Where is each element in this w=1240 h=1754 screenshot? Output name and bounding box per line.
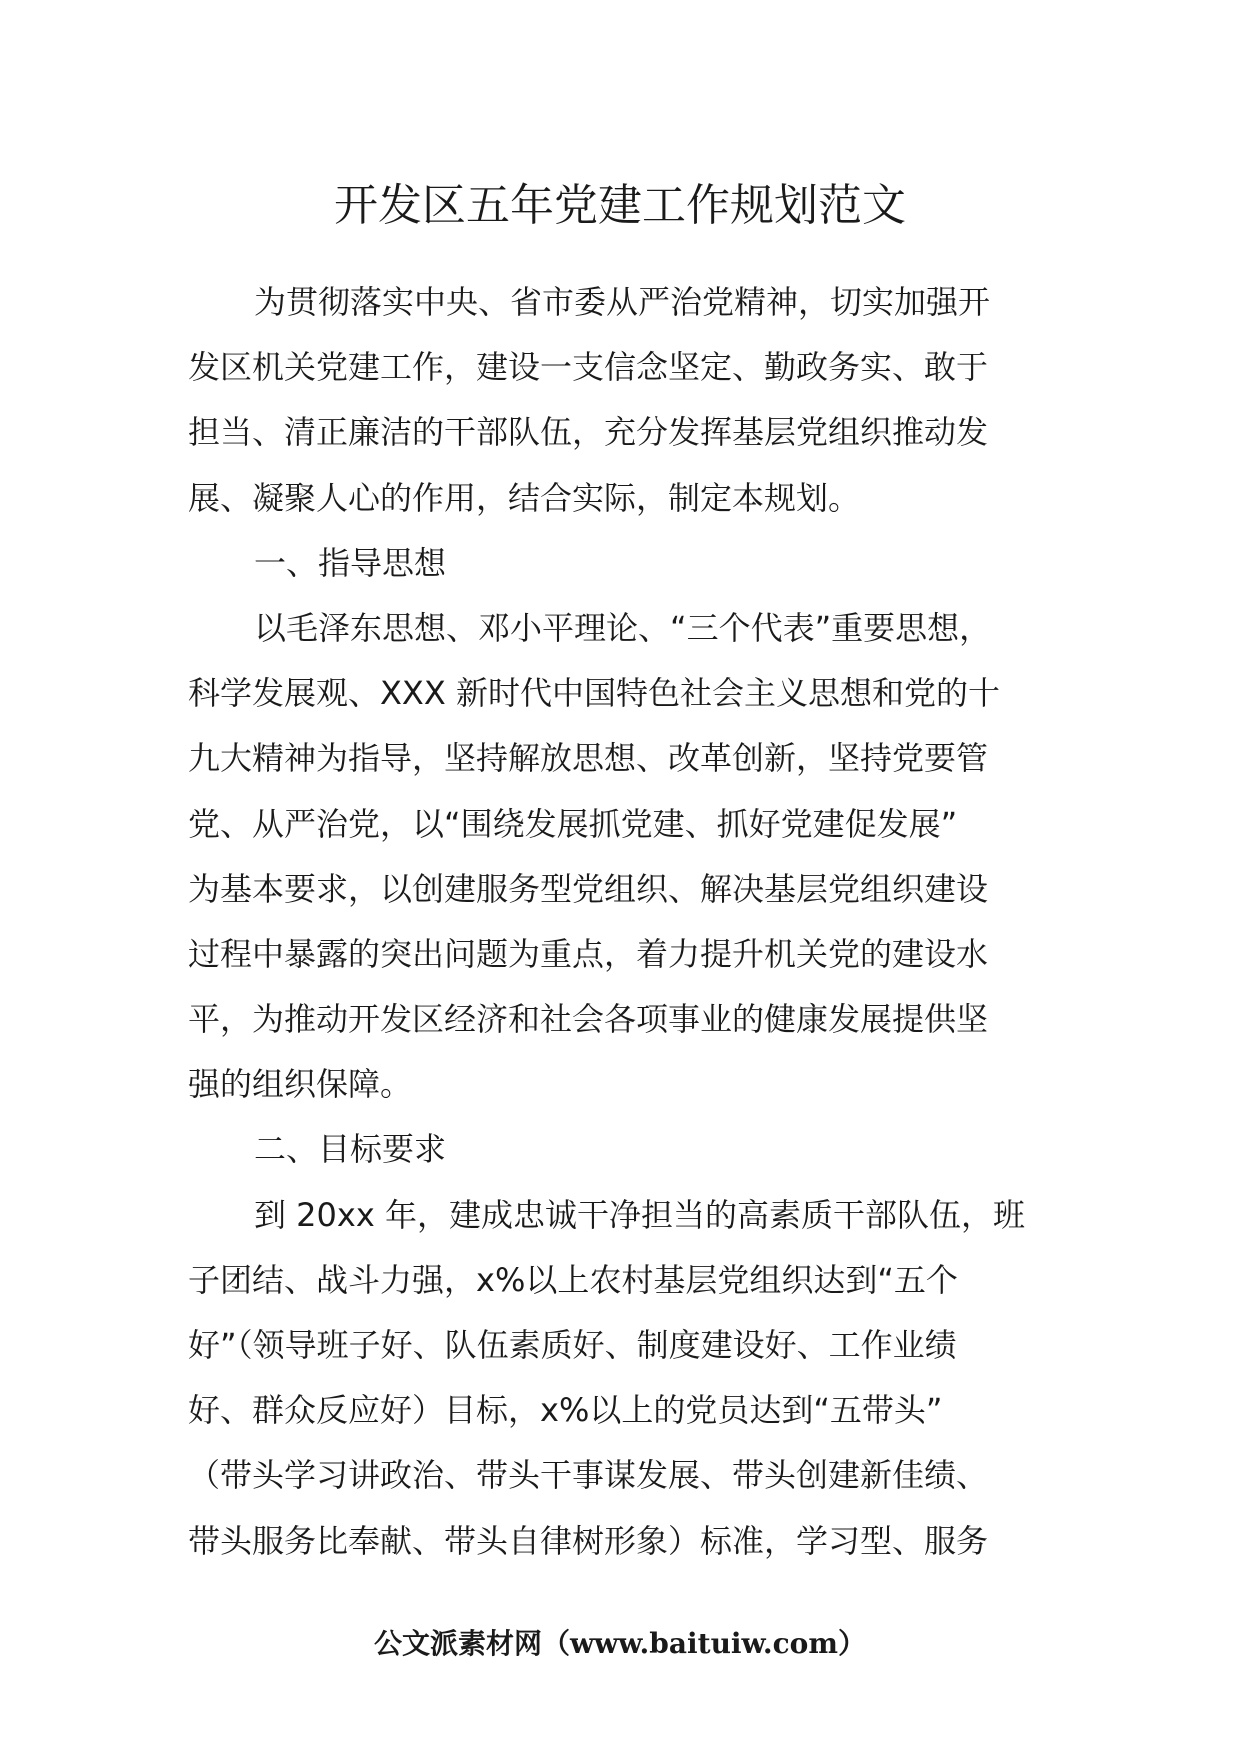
body-line: 过程中暴露的突出问题为重点，着力提升机关党的建设水 bbox=[188, 934, 989, 973]
body-line: 到 20xx 年，建成忠诚干净担当的高素质干部队伍，班 bbox=[254, 1195, 1025, 1234]
section-heading: 一、指导思想 bbox=[254, 543, 447, 582]
body-line: 党、从严治党，以“围绕发展抓党建、抓好党建促发展” bbox=[188, 804, 958, 843]
body-line: 带头服务比奉献、带头自律树形象）标准，学习型、服务 bbox=[188, 1521, 989, 1560]
body-line: 好、群众反应好）目标，x%以上的党员达到“五带头” bbox=[188, 1391, 943, 1430]
body-line: 发区机关党建工作，建设一支信念坚定、勤政务实、敢于 bbox=[188, 348, 989, 387]
body-line: 为基本要求，以创建服务型党组织、解决基层党组织建设 bbox=[188, 869, 989, 908]
footer-watermark-text: 公文派素材网（www.baituiw.com） bbox=[374, 1627, 866, 1660]
body-line: 九大精神为指导，坚持解放思想、改革创新，坚持党要管 bbox=[188, 739, 989, 778]
body-line: 强的组织保障。 bbox=[188, 1065, 413, 1104]
body-line: 平，为推动开发区经济和社会各项事业的健康发展提供坚 bbox=[188, 1000, 989, 1039]
document-title: 开发区五年党建工作规划范文 bbox=[334, 180, 906, 231]
document-body bbox=[188, 270, 1060, 1574]
body-line: 为贯彻落实中央、省市委从严治党精神，切实加强开 bbox=[254, 283, 991, 321]
body-line: 展、凝聚人心的作用，结合实际，制定本规划。 bbox=[188, 478, 861, 517]
body-line: 担当、清正廉洁的干部队伍，充分发挥基层党组织推动发 bbox=[188, 413, 989, 452]
body-line: 科学发展观、XXX 新时代中国特色社会主义思想和党的十 bbox=[188, 674, 1000, 713]
body-line: 子团结、战斗力强，x%以上农村基层党组织达到“五个 bbox=[188, 1260, 958, 1299]
section-heading: 二、目标要求 bbox=[254, 1130, 447, 1169]
body-line: 以毛泽东思想、邓小平理论、“三个代表”重要思想， bbox=[254, 608, 992, 647]
body-line: 好”（领导班子好、队伍素质好、制度建设好、工作业绩 bbox=[188, 1326, 957, 1364]
body-line: （带头学习讲政治、带头干事谋发展、带头创建新佳绩、 bbox=[188, 1456, 989, 1495]
